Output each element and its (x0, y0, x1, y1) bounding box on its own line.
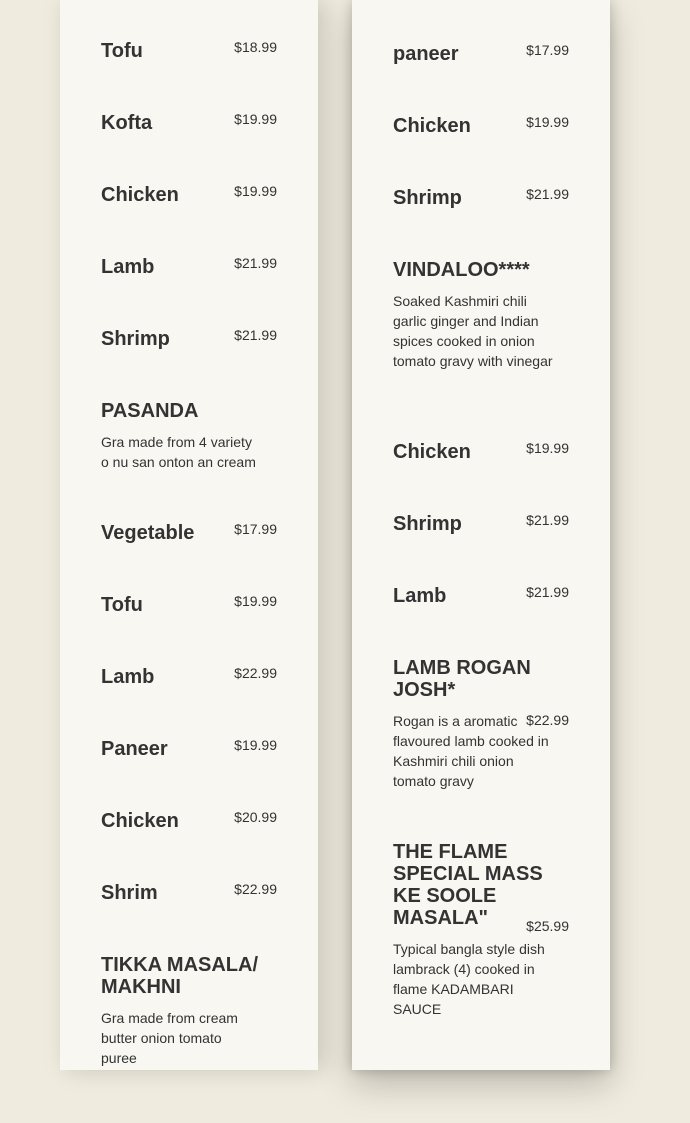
menu-item-name: Vegetable (101, 522, 195, 544)
menu-item-name: Shrimp (393, 187, 462, 209)
menu-item-name: Chicken (393, 441, 471, 463)
menu-item-price: $17.99 (526, 42, 569, 58)
section-title-lamb-rogan-josh: LAMB ROGAN JOSH* (393, 657, 531, 701)
menu-item-price: $19.99 (234, 737, 277, 753)
menu-item-name: Chicken (101, 184, 179, 206)
menu-item-name: Shrim (101, 882, 158, 904)
menu-item-name: Paneer (101, 738, 168, 760)
menu-item-name: paneer (393, 43, 459, 65)
menu-item-name: Chicken (393, 115, 471, 137)
menu-item-name: Chicken (101, 810, 179, 832)
section-description-flame-special: Typical bangla style dish lambrack (4) cooked in flame KADAMBARI SAUCE (393, 941, 545, 1017)
menu-item-price: $21.99 (526, 584, 569, 600)
menu-item-price: $21.99 (526, 186, 569, 202)
section-description-vindaloo: Soaked Kashmiri chili garlic ginger and Indian spices cooked in onion tomato gravy with vinegar (393, 293, 553, 369)
menu-item-price: $19.99 (234, 183, 277, 199)
section-description-pasanda: Gra made from 4 variety o nu san onton an cream (101, 434, 256, 470)
menu-item-price: $19.99 (526, 114, 569, 130)
menu-item-name: Lamb (101, 256, 155, 278)
menu-item-price: $21.99 (526, 512, 569, 528)
menu-item-price: $17.99 (234, 521, 277, 537)
section-title-vindaloo: VINDALOO**** (393, 259, 530, 281)
menu-item-price: $21.99 (234, 255, 277, 271)
menu-item-price: $19.99 (234, 593, 277, 609)
menu-item-price: $19.99 (234, 111, 277, 127)
section-description-lamb-rogan-josh: Rogan is a aromatic flavoured lamb cooked in Kashmiri chili onion tomato gravy (393, 713, 549, 789)
menu-item-price: $22.99 (234, 881, 277, 897)
menu-item-name: Kofta (101, 112, 153, 134)
menu-card-left (60, 0, 318, 1070)
menu-item-name: Shrimp (101, 328, 170, 350)
menu-item-name: Tofu (101, 40, 143, 62)
menu-item-price: $18.99 (234, 39, 277, 55)
section-title-tikka-masala: TIKKA MASALA/ MAKHNI (101, 954, 259, 998)
menu-item-price: $20.99 (234, 809, 277, 825)
menu-item-price: $19.99 (526, 440, 569, 456)
section-description-tikka-masala: Gra made from cream butter onion tomato puree (101, 1010, 238, 1066)
menu-card-right (352, 0, 610, 1070)
section-price-lamb-rogan-josh: $22.99 (526, 712, 569, 728)
menu-item-name: Lamb (393, 585, 447, 607)
menu-item-name: Lamb (101, 666, 155, 688)
section-title-flame-special: THE FLAME SPECIAL MASS KE SOOLE MASALA" (393, 841, 543, 929)
menu-item-price: $21.99 (234, 327, 277, 343)
menu-item-price: $22.99 (234, 665, 277, 681)
menu-item-name: Shrimp (393, 513, 462, 535)
section-price-flame-special: $25.99 (526, 918, 569, 934)
section-title-pasanda: PASANDA (101, 400, 199, 422)
menu-item-name: Tofu (101, 594, 143, 616)
